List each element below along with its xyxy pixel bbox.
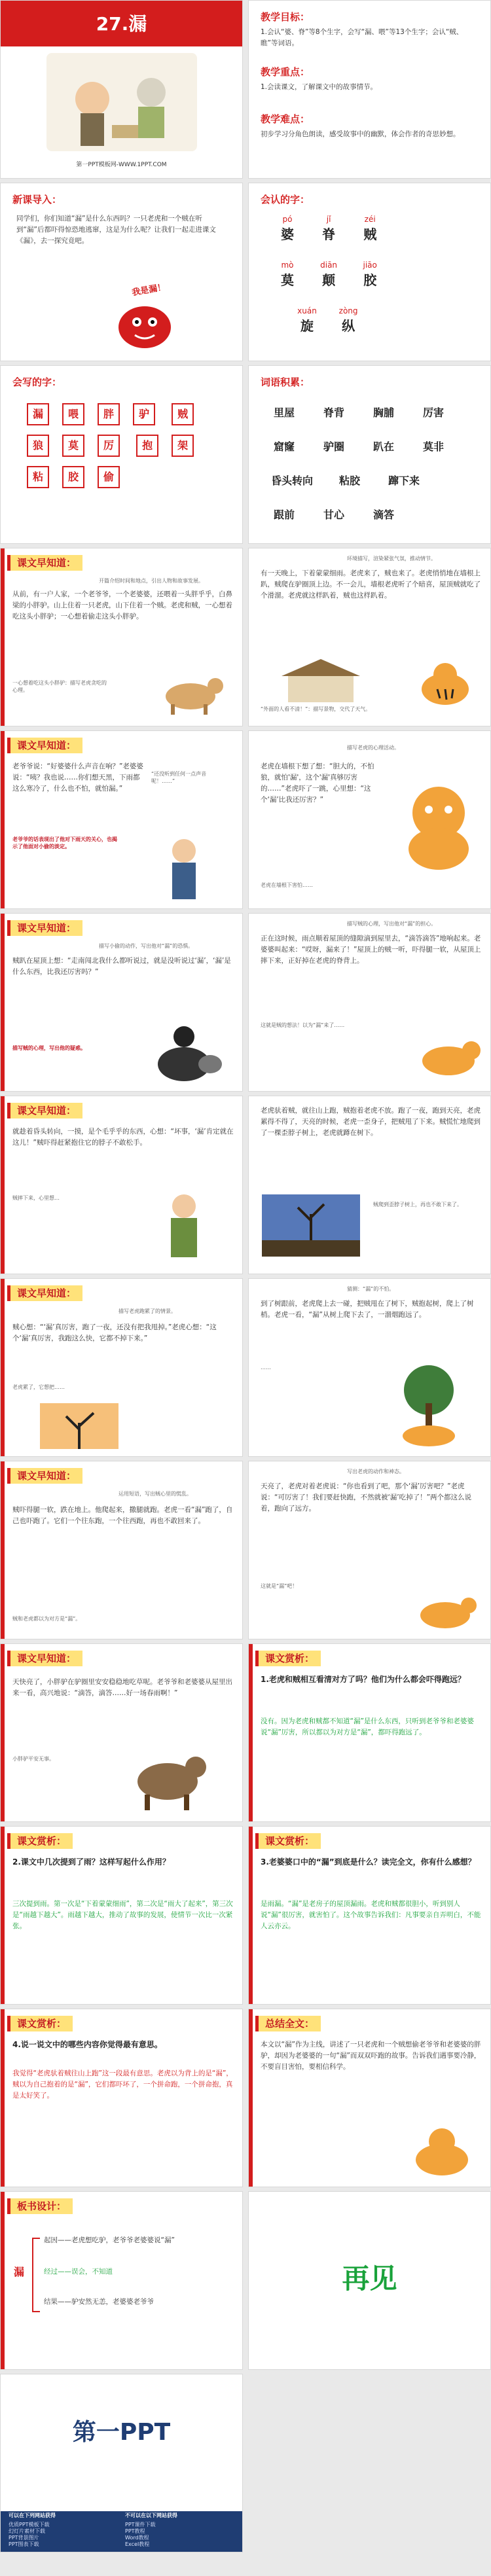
write-char: 胖 [98, 403, 120, 425]
char-item: zéi 贼 [363, 215, 377, 242]
slide-text-9 [0, 1278, 243, 1457]
red-strip [1, 1461, 5, 1639]
char-item: jiāo 胶 [363, 260, 377, 288]
char-item: pó 婆 [281, 215, 294, 242]
caption: …… [261, 1365, 271, 1370]
slide-recognize-chars [248, 183, 491, 361]
slide-analysis-2 [0, 1826, 243, 2005]
vocab-heading: 词语积累： [261, 376, 310, 388]
thief-icon [145, 1188, 223, 1266]
target-text: 1.会认“婆、脊”等8个生字，会写“漏、喂”等13个生字；会认“贼、瞧”等词语。 [261, 28, 464, 47]
red-strip [249, 2009, 253, 2187]
tiger-icon [412, 1586, 478, 1632]
caption: 这就是贼的想法！以为“漏”来了…… [261, 1022, 345, 1028]
write-char: 粘 [27, 466, 49, 488]
story-text: 贼吓得腿一软，跌在地上。他爬起来，撒腿就跑。老虎一看“漏”跑了，自己也吓跑了。它们一个往东跑，一个往西跑，再也不敢回来了。 [12, 1506, 233, 1525]
vocab-word: 驴圈 [323, 440, 344, 453]
red-strip [1, 1279, 5, 1456]
tree-icon [40, 1403, 118, 1449]
slide-title [0, 0, 243, 179]
board-line-1: 起因——老虎想吃驴，老爷爷老婆婆说“漏” [44, 2236, 175, 2244]
slide-text-7 [0, 1096, 243, 1274]
right-link[interactable]: Excel教程 [125, 2541, 150, 2547]
board-line-2: 经过——误会，不知道 [44, 2268, 113, 2276]
char-item: jǐ 脊 [322, 215, 336, 242]
section-tab: 课文早知道： [7, 1468, 82, 1484]
slide-blank [248, 2374, 491, 2552]
intro-heading: 新课导入： [12, 194, 62, 206]
caption: 贼爬到歪脖子树上，再也不敢下来了。 [373, 1202, 462, 1208]
tiger-icon [406, 2120, 478, 2179]
question: 1.老虎和贼相互看清对方了吗？他们为什么都会吓得跑远？ [261, 1675, 465, 1684]
slide-text-11 [0, 1461, 243, 1639]
red-strip [1, 731, 5, 908]
right-link[interactable]: PPT课件下载 [125, 2522, 156, 2528]
tiger-icon [412, 1028, 484, 1081]
slide-text-12 [248, 1461, 491, 1639]
vocab-word: 里屋 [273, 406, 295, 419]
char-item: zòng 纵 [338, 306, 358, 334]
question: 2.课文中几次提到了雨？这样写起什么作用？ [12, 1857, 170, 1867]
vocab-word: 昏头转向 [270, 474, 313, 487]
right-link[interactable]: Word教程 [125, 2535, 149, 2541]
slide-text-6 [248, 913, 491, 1092]
write-char: 胶 [62, 466, 84, 488]
section-tab: 课文早知道： [7, 738, 82, 753]
story-text: 天亮了，老虎对着老虎说：“你也看到了吧，那个‘漏’厉害吧？”老虎说：“可厉害了！我们要赶快跑，不然就被‘漏’吃掉了！”两个都这么说着，跑向了远方。 [261, 1482, 472, 1512]
brand-logo: 第一PPT [72, 2419, 171, 2446]
logo-note: 第一PPT模板网-WWW.1PPT.COM [76, 162, 167, 168]
story-text: 从前，有一户人家，一个老爷爷，一个老婆婆，还喂着一头胖乎乎，白鼻梁的小胖驴。山上住着一只老虎，山下住着一个贼。老虎和贼，一心想着吃这头小胖驴；一心想着偷走这头小胖驴。 [12, 590, 232, 620]
section-tab: 课文早知道： [7, 555, 82, 571]
section-tab: 课文早知道： [7, 1103, 82, 1118]
vocab-word: 趴在 [373, 440, 394, 453]
slide-analysis-4 [0, 2009, 243, 2187]
char-row-1 [268, 215, 478, 243]
write-char: 厉 [98, 435, 120, 457]
slide-analysis-3 [248, 1826, 491, 2005]
right-link[interactable]: PPT教程 [125, 2528, 145, 2534]
caption: 描写贼的心理，写出他的疑惑。 [12, 1045, 86, 1051]
left-link[interactable]: PPT背景图片 [9, 2535, 39, 2541]
slide-objectives [248, 0, 491, 179]
slide-summary [248, 2009, 491, 2187]
slide-text-13 [0, 1643, 243, 1822]
section-tab: 课文赏析： [7, 2016, 73, 2031]
write-char: 偷 [98, 466, 120, 488]
write-char-grid [20, 399, 230, 493]
top-note: 猜测：“漏”的不怕。 [347, 1286, 395, 1292]
vocab-word: 胸脯 [373, 406, 394, 419]
thief-icon [138, 1018, 230, 1084]
slide-write-chars [0, 365, 243, 544]
left-link[interactable]: 幻灯片素材下载 [9, 2528, 45, 2534]
story-text: 有一天晚上，下着蒙蒙细雨。老虎来了，贼也来了。老虎悄悄地在墙根上趴，贼爬在驴圈顶上边。不一会儿，墙根老虎听了个暗喜，屋顶贼就吃了个滑溜。老虎就这样趴着，贼也这样趴着。 [261, 569, 481, 599]
answer: 是雨漏。“漏”是老房子的屋顶漏雨。老虎和贼都很胆小，听到别人说“漏”很厉害，就害怕了。这个故事告诉我们：凡事要亲自弄明白，不能人云亦云。 [261, 1900, 481, 1930]
slide-text-3 [0, 730, 243, 909]
tiger-icon [412, 656, 478, 709]
slide-board [0, 2191, 243, 2370]
top-note: 开篇介绍时间和地点，引出人物和故事发展。 [99, 578, 204, 584]
key-title: 教学重点： [261, 66, 310, 78]
section-tab: 课文赏析： [255, 1833, 321, 1849]
section-tab: 板书设计： [7, 2198, 73, 2214]
left-title: 可以在下列网站获得 [9, 2513, 56, 2518]
write-char: 贼 [172, 403, 194, 425]
top-note: 描写老虎的心理活动。 [347, 745, 399, 751]
caption-1: “还没听到任何一点声音呢！……” [151, 771, 207, 784]
story-text: 贼趴在屋顶上想：“走南闯北我什么都听说过，就是没听说过‘漏’，‘漏’是什么东西，比我还厉害吗？” [12, 957, 231, 976]
key-text: 1.会读课文，了解课文中的故事情节。 [261, 83, 378, 91]
caption: 这就是“漏”吧！ [261, 1583, 298, 1589]
goodbye-text: 再见 [342, 2263, 397, 2295]
slide-goodbye [248, 2191, 491, 2370]
red-strip [1, 2192, 5, 2369]
caption: 老虎累了，它想把…… [12, 1384, 65, 1390]
vocab-word: 脊背 [323, 406, 344, 419]
section-tab: 课文早知道： [7, 920, 82, 936]
top-note: 描写贼的心理，写出他对“漏”的担心。 [347, 921, 437, 927]
vocab-word: 莫非 [422, 440, 444, 453]
title-cartoon-icon [46, 53, 197, 151]
section-tab: 课文赏析： [7, 1833, 73, 1849]
story-text: 老爷爷说：“好婆婆什么声音在响？”老婆婆说：“咦？我也说……你们想天黑，下雨都这么寒冷了，什么也不怕，就怕漏。” [12, 762, 143, 793]
answer: 我觉得“老虎驮着贼往山上跑”这一段最有意思。老虎以为背上的是“漏”，贼以为自己抱着的是“漏”，它们都吓坏了，一个拼命跑，一个拼命抱，真是太好笑了。 [12, 2069, 233, 2100]
write-char: 喂 [62, 403, 84, 425]
red-strip [1, 914, 5, 1091]
story-text: 天快亮了，小胖驴在驴圈里安安稳稳地吃草呢。老爷爷和老婆婆从屋里出来一看，高兴地说：“滴答，滴答……好一场春雨啊！” [12, 1678, 232, 1697]
vocab-word: 甘心 [323, 509, 344, 521]
char-item: xuán 旋 [297, 306, 317, 334]
recognize-heading: 会认的字： [261, 194, 310, 206]
red-strip [1, 548, 5, 726]
slide-analysis-1 [248, 1643, 491, 1822]
section-tab: 课文赏析： [255, 1651, 321, 1666]
answer: 三次提到雨。第一次是“下着蒙蒙细雨”，第二次是“雨大了起来”，第三次是“雨越下越大”。雨越下越大，推动了故事的发展，使情节一次比一次紧张。 [12, 1900, 233, 1930]
story-text: 老虎驮着贼，就往山上跑，贼抱着老虎不放。跑了一夜，跑到天亮，老虎累得不得了，天亮的时候，老虎一歪身子，把贼甩了下来。贼慌忙地爬到了一棵歪脖子树上，老虎就蹲在树下。 [261, 1107, 481, 1137]
intro-text: 同学们，你们知道“漏”是什么东西吗？一只老虎和一个贼在听到“漏”后都吓得惊恐地逃窜，这是为什么呢？让我们一起走进课文《漏》，去一探究竟吧。 [16, 215, 216, 245]
top-note: 运用短语，写出贼心里的慌乱。 [118, 1491, 192, 1497]
monster-bubble: 我是漏！ [131, 282, 167, 298]
char-row-3 [288, 306, 484, 334]
slide-text-4 [248, 730, 491, 909]
write-char: 漏 [27, 403, 49, 425]
red-strip [1, 1096, 5, 1274]
char-row-2 [268, 260, 478, 289]
caption: 小胖驴平安无事。 [12, 1756, 54, 1762]
donkey-icon [118, 1742, 217, 1814]
slide-text-1 [0, 548, 243, 726]
left-link[interactable]: PPT图表下载 [9, 2541, 39, 2547]
caption: 贼摔下来，心里想… [12, 1195, 60, 1201]
board-line-3: 结果——驴安然无恙，老婆婆老爷爷 [44, 2298, 154, 2306]
caption-2: 老爷爷的话表现出了他对下雨天的关心，也揭示了他面对小偷的淡定。 [12, 836, 117, 850]
slide-text-2 [248, 548, 491, 726]
red-strip [1, 1827, 5, 2004]
question: 4.说一说文中的哪些内容你觉得最有意思。 [12, 2040, 162, 2049]
slide-vocabulary [248, 365, 491, 544]
char-item: diān 颠 [320, 260, 338, 288]
red-strip [249, 1827, 253, 2004]
tree-scene-icon [262, 1194, 360, 1257]
hard-text: 初步学习分角色朗读，感受故事中的幽默，体会作者的奇思妙想。 [261, 130, 460, 138]
story-text: 到了树跟前，老虎爬上去一碰，把贼甩在了树下，贼抱起树，爬上了树梢。老虎一看，“漏”从树上爬下去了，一溜烟跑远了。 [261, 1300, 474, 1319]
top-note: 描写小偷的动作，写出他对“漏”的恐惧。 [99, 943, 194, 949]
story-text: 正在这时候，雨点顺着屋顶的缝隙滴到屋里去，“滴答滴答”地响起来。老婆婆叫起来：“哎呀，漏来了！”屋顶上的贼一听，吓得腿一软，从屋顶上摔下来，正好掉在老虎的脊背上。 [261, 935, 481, 965]
board-center: 漏 [14, 2266, 25, 2278]
vocab-word: 跟前 [273, 509, 295, 521]
char-item: mò 莫 [281, 260, 294, 288]
write-char: 抱 [136, 435, 158, 457]
section-tab: 课文早知道： [7, 1651, 82, 1666]
question: 3.老婆婆口中的“漏”到底是什么？读完全文，你有什么感想？ [261, 1857, 476, 1867]
vocab-word: 厉害 [422, 406, 444, 419]
story-text: 贼心想：“‘漏’真厉害，跑了一夜，还没有把我甩掉。”老虎心想：“这个‘漏’真厉害，我跑这么快，它都不掉下来。” [12, 1323, 217, 1342]
vocab-word: 粘胶 [338, 474, 360, 487]
red-strip [1, 2009, 5, 2187]
vocab-word: 窟窿 [273, 440, 295, 453]
left-link[interactable]: 优质PPT模板下载 [9, 2522, 50, 2528]
section-tab: 课文早知道： [7, 1285, 82, 1301]
answer: 没有。因为老虎和贼都不知道“漏”是什么东西，只听到老爷爷和老婆婆说“漏”厉害，所以都以为对方是“漏”，都吓得跑远了。 [261, 1717, 474, 1736]
section-tab: 总结全文： [255, 2016, 321, 2031]
lesson-title: 27.漏 [96, 13, 147, 35]
top-note: 描写老虎跑累了的情景。 [118, 1308, 176, 1314]
board-bracket [32, 2238, 40, 2312]
write-char: 狼 [27, 435, 49, 457]
vocab-word: 蹿下来 [388, 474, 420, 487]
caption: 贼和老虎都以为对方是“漏”。 [12, 1616, 81, 1622]
slide-intro [0, 183, 243, 361]
caption: 一心想着吃这头小胖驴：描写老虎贪吃的心理。 [12, 680, 107, 693]
caption: 老虎在墙根下害怕…… [261, 882, 313, 888]
top-note: 环境描写，渲染紧张气氛，推动情节。 [347, 556, 436, 562]
write-char: 莫 [62, 435, 84, 457]
story-text: 老虎在墙根下想了想：“胆大的，不怕狼，就怕'漏'，这个'漏'真够厉害的……”老虎吓了一跳，心里想：“这个‘漏’比我还厉害？” [261, 762, 374, 804]
right-title: 不可以在以下网站获得 [125, 2513, 177, 2518]
caption: “外面的人看不清！”：描写景物，交代了天气。 [261, 706, 371, 712]
vocab-grid [259, 396, 482, 532]
write-char: 驴 [133, 403, 155, 425]
house-icon [275, 656, 367, 704]
donkey-icon [151, 665, 230, 717]
write-char: 架 [172, 435, 194, 457]
grandpa-icon [145, 832, 223, 904]
red-strip [1, 1644, 5, 1821]
summary-text: 本文以“漏”作为主线，讲述了一只老虎和一个贼想偷老爷爷和老婆婆的胖驴，却因为老婆婆的一句“漏”而双双吓跑的故事。告诉我们遇事要冷静，不要盲目害怕，要相信科学。 [261, 2041, 481, 2071]
story-text: 就趁着昏头转向，一摸，是个毛乎乎的东西，心想：“坏事，‘漏’肯定就在这儿！”贼吓得赶紧抱住它的脖子不敢松手。 [12, 1128, 234, 1147]
slide-text-5 [0, 913, 243, 1092]
target-title: 教学目标： [261, 11, 310, 23]
write-heading: 会写的字： [12, 376, 62, 388]
hard-title: 教学难点： [261, 113, 310, 125]
slide-footer [0, 2374, 243, 2552]
slide-text-8 [248, 1096, 491, 1274]
tiger-icon [393, 777, 484, 875]
tiger-tree-icon [380, 1364, 478, 1449]
slide-text-10 [248, 1278, 491, 1457]
top-note: 写出老虎的动作和神态。 [347, 1469, 405, 1475]
red-strip [249, 1644, 253, 1821]
vocab-word: 滴答 [373, 509, 394, 521]
